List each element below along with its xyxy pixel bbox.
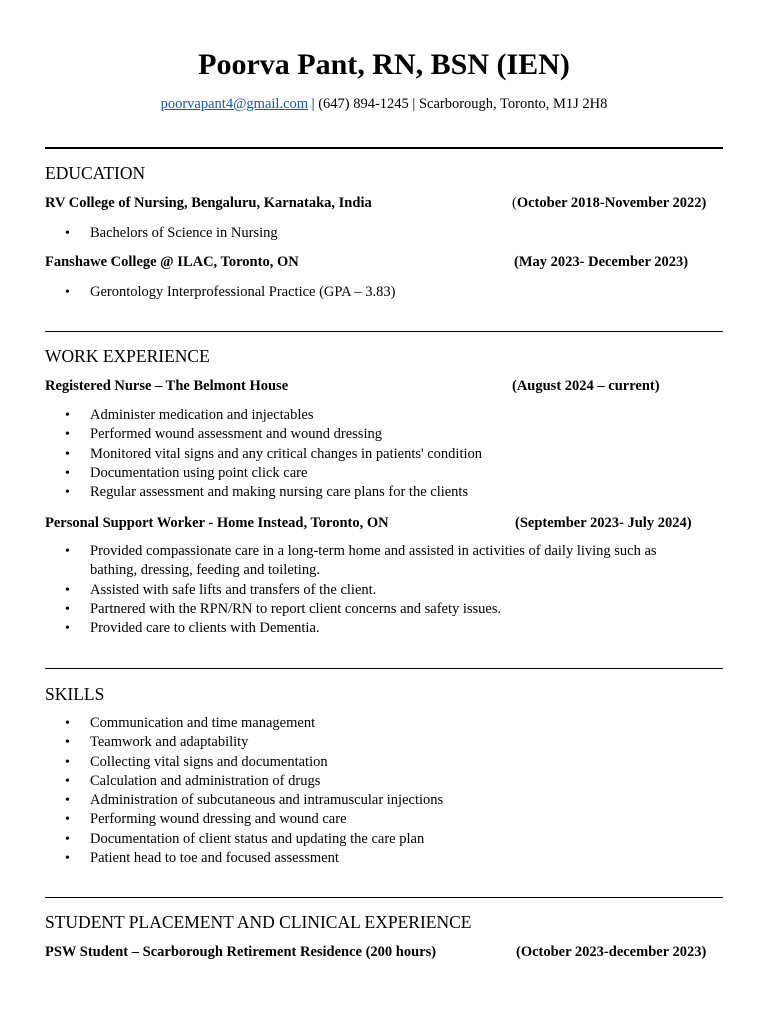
entry-school: RV College of Nursing, Bengaluru, Karnataka, India — [45, 195, 372, 211]
divider — [45, 668, 723, 669]
list-item: • Monitored vital signs and any critical changes in patients' condition — [45, 445, 723, 464]
education-entry — [45, 253, 723, 271]
list-item: • Administration of subcutaneous and intramuscular injections — [45, 791, 723, 810]
contact-details: | (647) 894-1245 | Scarborough, Toronto, M1J 2H8 — [308, 96, 608, 112]
entry-date: (October 2018-November 2022) — [512, 195, 707, 211]
entry-date: (October 2023-december 2023) — [516, 944, 707, 960]
entry-school: Fanshawe College @ ILAC, Toronto, ON — [45, 254, 299, 270]
entry-role: PSW Student – Scarborough Retirement Residence (200 hours) — [45, 944, 437, 960]
list-item: • Regular assessment and making nursing care plans for the clients — [45, 483, 723, 502]
list-item: • Administer medication and injectables — [45, 406, 723, 425]
divider — [45, 331, 723, 332]
list-item: • Collecting vital signs and documentation — [45, 753, 723, 772]
section-title-skills: SKILLS — [45, 684, 105, 704]
list-item: • Provided compassionate care in a long-term home and assisted in activities of daily living such as bathing, dressing, feeding and toileting. — [45, 542, 695, 581]
list-item: • Gerontology Interprofessional Practice (GPA – 3.83) — [45, 283, 723, 302]
divider — [45, 897, 723, 898]
education-bullets — [45, 224, 723, 243]
list-item: • Teamwork and adaptability — [45, 733, 723, 752]
list-item: • Documentation using point click care — [45, 464, 723, 483]
work-bullets — [45, 406, 723, 502]
list-item: • Provided care to clients with Dementia. — [45, 619, 695, 638]
section-title-work-experience: WORK EXPERIENCE — [45, 346, 210, 366]
list-item: • Bachelors of Science in Nursing — [45, 224, 723, 243]
list-item: • Assisted with safe lifts and transfers of the client. — [45, 581, 695, 600]
work-entry — [45, 514, 723, 532]
section-title-education: EDUCATION — [45, 163, 146, 183]
list-item: • Documentation of client status and updating the care plan — [45, 830, 723, 849]
entry-date: (September 2023- July 2024) — [515, 515, 692, 531]
skills-bullets — [45, 714, 723, 868]
entry-date: (May 2023- December 2023) — [514, 254, 689, 270]
entry-date: (August 2024 – current) — [512, 378, 660, 394]
list-item: • Partnered with the RPN/RN to report client concerns and safety issues. — [45, 600, 695, 619]
list-item: • Calculation and administration of drugs — [45, 772, 723, 791]
section-title-student-placement: STUDENT PLACEMENT AND CLINICAL EXPERIENCE — [45, 912, 472, 932]
education-bullets — [45, 283, 723, 302]
list-item: • Communication and time management — [45, 714, 723, 733]
work-entry — [45, 377, 723, 395]
list-item: • Performed wound assessment and wound dressing — [45, 425, 723, 444]
list-item: • Patient head to toe and focused assessment — [45, 849, 723, 868]
entry-role: Personal Support Worker - Home Instead, Toronto, ON — [45, 515, 389, 531]
placement-entry — [45, 943, 723, 961]
work-bullets — [45, 542, 695, 638]
contact-line — [0, 95, 768, 113]
divider — [45, 147, 723, 149]
candidate-name: Poorva Pant, RN, BSN (IEN) — [198, 48, 570, 81]
email-link[interactable]: poorvapant4@gmail.com — [160, 96, 309, 112]
list-item: • Performing wound dressing and wound care — [45, 810, 723, 829]
entry-role: Registered Nurse – The Belmont House — [45, 378, 289, 394]
education-entry — [45, 194, 723, 212]
